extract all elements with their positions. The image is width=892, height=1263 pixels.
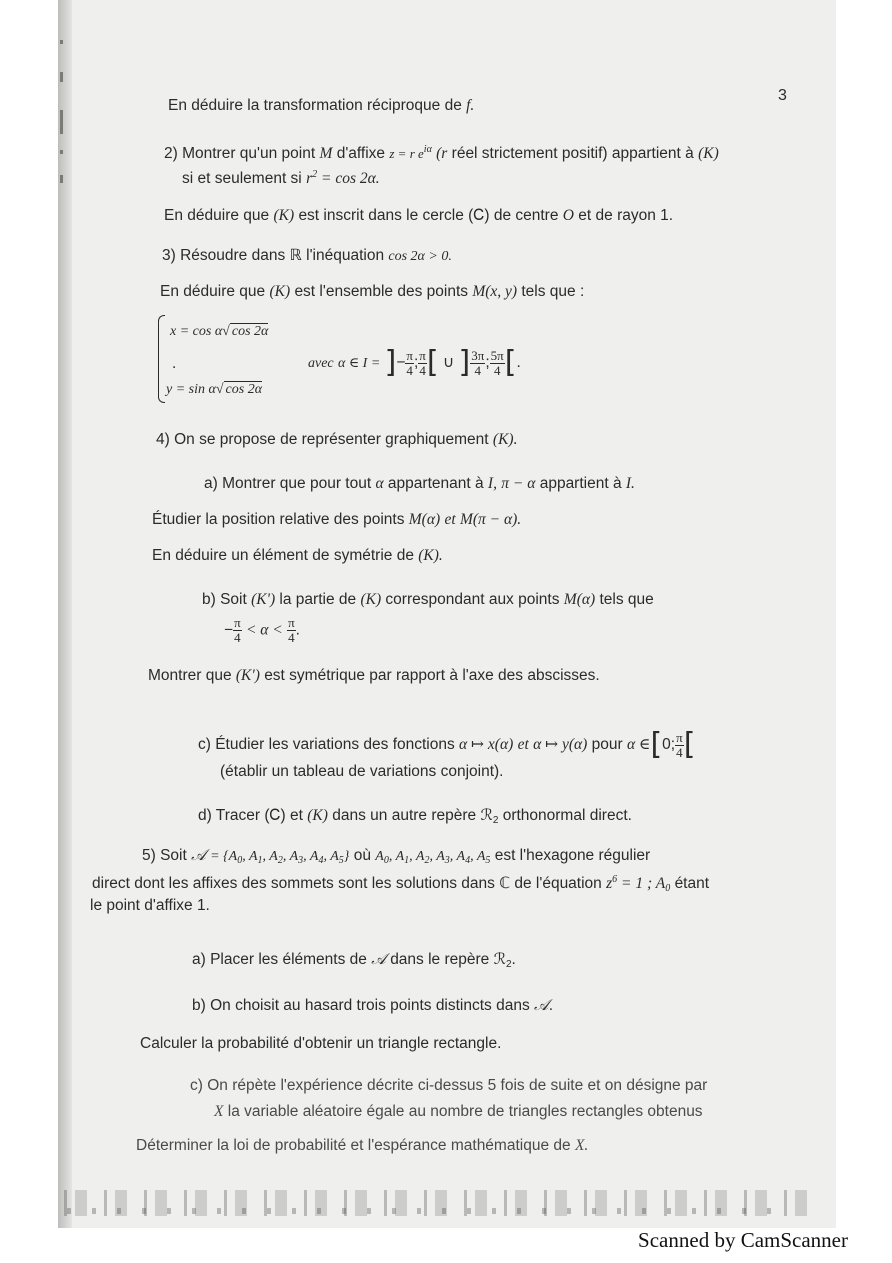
- question-5c-line: [190, 1076, 707, 1096]
- text: l'inéquation: [306, 247, 385, 264]
- math: (K).: [492, 431, 518, 448]
- math: [: [426, 345, 439, 380]
- math: α: [375, 475, 384, 492]
- question-3-line: [162, 246, 452, 267]
- text: appartient à: [539, 475, 622, 492]
- text: de l'équation: [514, 875, 602, 892]
- text: a) Placer les éléments de: [192, 951, 367, 968]
- math: O: [562, 207, 574, 224]
- system-brace: [158, 315, 165, 403]
- text: ) de centre: [484, 207, 559, 224]
- math: 5: [485, 855, 491, 866]
- text: En déduire la transformation réciproque de: [168, 97, 462, 114]
- fraction: [675, 731, 684, 760]
- math: [606, 875, 670, 892]
- math: ℝ: [289, 247, 302, 264]
- text: c) Étudier les variations des fonctions: [198, 736, 455, 754]
- math: cos 2α: [231, 324, 269, 339]
- text-line: [220, 762, 503, 782]
- text: tels que :: [521, 283, 585, 300]
- math: ℂ: [499, 875, 511, 892]
- math: et: [444, 511, 456, 528]
- math: 4: [318, 855, 324, 866]
- math: (K).: [418, 547, 443, 564]
- math: iα: [423, 144, 432, 155]
- fraction-numerator: π: [406, 347, 413, 363]
- math: (K): [360, 591, 382, 608]
- camscanner-watermark: Scanned by CamScanner: [638, 1228, 848, 1252]
- fraction-denominator: 4: [419, 362, 426, 378]
- math: ℛ: [480, 807, 493, 824]
- math: 6: [612, 874, 618, 885]
- fraction: [418, 349, 427, 378]
- math: f.: [466, 97, 475, 114]
- math: ]: [458, 345, 471, 380]
- text: dans le repère: [390, 951, 490, 968]
- math: avec: [308, 356, 334, 372]
- text: d) Tracer (: [198, 807, 270, 824]
- text-line: [140, 1034, 501, 1054]
- text: Étudier la position relative des points: [152, 511, 405, 528]
- text: b) On choisit au hasard trois points distincts dans: [192, 997, 530, 1014]
- math: (K): [698, 145, 719, 162]
- text: dans un autre repère: [332, 807, 477, 824]
- text: b) Soit: [202, 591, 247, 608]
- math: = cos 2α.: [320, 170, 380, 187]
- text-line: [168, 96, 474, 116]
- math: M(α): [408, 511, 441, 528]
- math: [: [650, 727, 663, 762]
- math: ℛ: [493, 951, 506, 968]
- fraction-denominator: 4: [406, 362, 413, 378]
- math: = {A: [210, 849, 238, 864]
- math: (K): [269, 283, 291, 300]
- math: = {$A_0$, $A_1$, $A_2$, $A_3$, $A_4$, $A_5$}: [210, 849, 350, 866]
- math: [306, 170, 380, 187]
- text-line: [152, 546, 443, 566]
- text: tels que: [599, 591, 654, 608]
- page-binding-edge: [58, 0, 72, 1228]
- math: r: [306, 170, 313, 187]
- text-line: [160, 282, 584, 302]
- math: 2: [277, 855, 283, 866]
- text-line: [148, 666, 600, 686]
- question-4d-line: [198, 806, 632, 831]
- text: 4) On se propose de représenter graphiquement: [156, 431, 489, 448]
- text: orthonormal direct.: [502, 807, 632, 824]
- math: 3: [444, 855, 450, 866]
- text: la variable aléatoire égale au nombre de triangles rectangles obtenus: [227, 1103, 703, 1120]
- fraction: [233, 616, 242, 645]
- scanned-page: [58, 0, 836, 1228]
- text: 3) Résoudre dans: [162, 247, 286, 264]
- binding-mark: [60, 150, 63, 154]
- math: −: [396, 354, 406, 372]
- text: est l'ensemble des points: [294, 283, 468, 300]
- math: 2: [492, 815, 499, 826]
- fraction-numerator: 5π: [490, 347, 504, 363]
- math: 𝒜: [371, 951, 386, 968]
- math: 0;: [662, 736, 676, 754]
- math: (K'): [251, 591, 276, 608]
- fraction-denominator: 4: [676, 744, 683, 760]
- math: (K'): [235, 667, 260, 684]
- math: 1: [404, 855, 410, 866]
- fraction: [490, 349, 505, 378]
- fraction-denominator: 4: [234, 630, 241, 645]
- math: X: [214, 1103, 224, 1120]
- text-line: [152, 510, 521, 530]
- math: M(π − α).: [459, 511, 522, 528]
- text: d'affixe: [336, 145, 386, 162]
- fraction-numerator: π: [419, 347, 426, 363]
- text-line: [164, 206, 673, 226]
- math: z: [606, 875, 613, 892]
- text: la partie de: [279, 591, 357, 608]
- text: a) Montrer que pour tout: [204, 475, 372, 492]
- scan-noise: [58, 1208, 778, 1214]
- math: [: [504, 345, 517, 380]
- math: Ꮯ: [269, 807, 281, 824]
- text: Calculer la probabilité d'obtenir un triangle rectangle.: [140, 1035, 502, 1052]
- system-interval: avec α ∈ I = ]− $\frac{\pi}{4}$ ; $\frac{\pi}{4}$ [ ∪ ] $\frac{3\pi}{4}$ ; $\frac{5\pi}{4}$ [.: [308, 345, 521, 380]
- text: correspondant aux points: [385, 591, 560, 608]
- math: 2: [424, 855, 430, 866]
- text: En déduire que: [160, 283, 266, 300]
- math: $A_0$, $A_1$, $A_2$, $A_3$, $A_4$, $A_5$: [375, 849, 491, 866]
- question-5a-line: a) Placer les éléments de 𝒜 dans le repère ℛ2.: [192, 951, 516, 970]
- math: et: [517, 736, 529, 754]
- text: c) On répète l'expérience décrite ci-dessus 5 fois de suite et on désigne par: [190, 1077, 708, 1094]
- binding-mark: [60, 40, 63, 44]
- math: cos 2α: [225, 382, 263, 397]
- text: Déterminer la loi de probabilité et l'espérance mathématique de: [136, 1137, 571, 1154]
- system-x-equation: x = cos α√ cos 2α: [170, 324, 269, 339]
- fraction-numerator: π: [676, 729, 683, 745]
- math: 0: [237, 855, 243, 866]
- math: I.: [625, 475, 635, 492]
- text-line: [136, 1136, 588, 1156]
- math: cos 2α > 0.: [388, 249, 452, 264]
- text: étant: [674, 875, 710, 892]
- math: [480, 807, 498, 824]
- question-4b-line: [202, 590, 654, 610]
- text: appartenant à: [387, 475, 484, 492]
- fraction: [405, 349, 414, 378]
- math: x = cos α: [170, 324, 223, 339]
- text: Montrer que: [148, 667, 232, 684]
- math: α ↦ y(α): [533, 736, 588, 754]
- math: A: [655, 875, 666, 892]
- math: (r: [436, 145, 448, 162]
- math: 2: [505, 959, 512, 970]
- text: est l'hexagone régulier: [494, 847, 651, 864]
- fraction: [287, 616, 296, 645]
- text: ) et: [280, 807, 303, 824]
- text: En déduire que: [164, 207, 270, 224]
- math: y = sin α: [166, 382, 216, 397]
- math: α ↦ x(α): [459, 736, 514, 754]
- math: (K): [307, 807, 328, 824]
- math: 0: [383, 855, 389, 866]
- question-4a-line: [204, 474, 635, 494]
- system-dot: .: [172, 355, 177, 372]
- binding-mark: [60, 72, 63, 82]
- text-line: [182, 165, 380, 189]
- page-number: 3: [778, 87, 787, 104]
- math: 1: [257, 855, 263, 866]
- text: direct dont les affixes des sommets sont les solutions dans: [92, 875, 495, 892]
- binding-mark: [60, 175, 63, 183]
- math: −: [224, 621, 234, 639]
- math: = 1 ;: [621, 875, 653, 892]
- math: 2: [312, 169, 318, 180]
- math: < α <: [245, 621, 283, 639]
- text: le point d'affixe 1.: [90, 897, 210, 914]
- math: 5: [338, 855, 344, 866]
- math: 𝒜: [191, 847, 206, 864]
- math: 4: [465, 855, 471, 866]
- math: [: [683, 727, 696, 762]
- fraction-denominator: 4: [493, 362, 501, 378]
- fraction-denominator: 4: [474, 362, 482, 378]
- math: α ∈ I =: [337, 356, 381, 372]
- text: si et seulement si: [182, 170, 302, 187]
- fraction-denominator: 4: [288, 630, 295, 645]
- text: est inscrit dans le cercle (: [298, 207, 474, 224]
- text-line: [90, 896, 210, 916]
- text-line: [92, 870, 709, 899]
- math: I,: [487, 475, 497, 492]
- text: est symétrique par rapport à l'axe des abscisses.: [264, 667, 600, 684]
- system-y-equation: y = sin α√ cos 2α: [166, 382, 263, 397]
- text: réel strictement positif) appartient à: [451, 145, 694, 162]
- math: (K): [273, 207, 295, 224]
- inequality-line: − $\frac{\pi}{4}$ < α < $\frac{\pi}{4}$ .: [224, 615, 300, 645]
- fraction-numerator: 3π: [471, 347, 485, 363]
- math: ]: [384, 345, 397, 380]
- text: (établir un tableau de variations conjoint).: [220, 763, 504, 780]
- math: M(x, y): [472, 283, 518, 300]
- text: 2) Montrer qu'un point: [164, 145, 316, 162]
- fraction-numerator: π: [288, 615, 295, 630]
- math: 3: [298, 855, 304, 866]
- text: 5) Soit: [142, 847, 187, 864]
- math: 0: [665, 883, 671, 894]
- math: z = r e: [389, 146, 424, 161]
- question-2-line: [164, 140, 719, 164]
- math: M(α): [563, 591, 596, 608]
- text: En déduire un élément de symétrie de: [152, 547, 414, 564]
- math: [389, 146, 431, 161]
- text-line: [214, 1102, 703, 1122]
- binding-mark: [60, 110, 63, 134]
- text: pour: [591, 736, 623, 754]
- math: M: [319, 145, 333, 162]
- math: [494, 951, 512, 968]
- question-4-line: [156, 430, 517, 450]
- math: α ∈: [626, 736, 651, 754]
- fraction: [470, 349, 485, 378]
- math: 𝒜: [534, 997, 549, 1014]
- question-5-line: [142, 846, 650, 871]
- text: et de rayon 1.: [578, 207, 674, 224]
- math: π − α: [501, 475, 536, 492]
- fraction-numerator: π: [234, 615, 241, 630]
- math: Ꮯ: [473, 207, 485, 224]
- text: où: [353, 847, 371, 864]
- math: X.: [574, 1137, 589, 1154]
- question-5b-line: b) On choisit au hasard trois points distincts dans 𝒜.: [192, 997, 554, 1014]
